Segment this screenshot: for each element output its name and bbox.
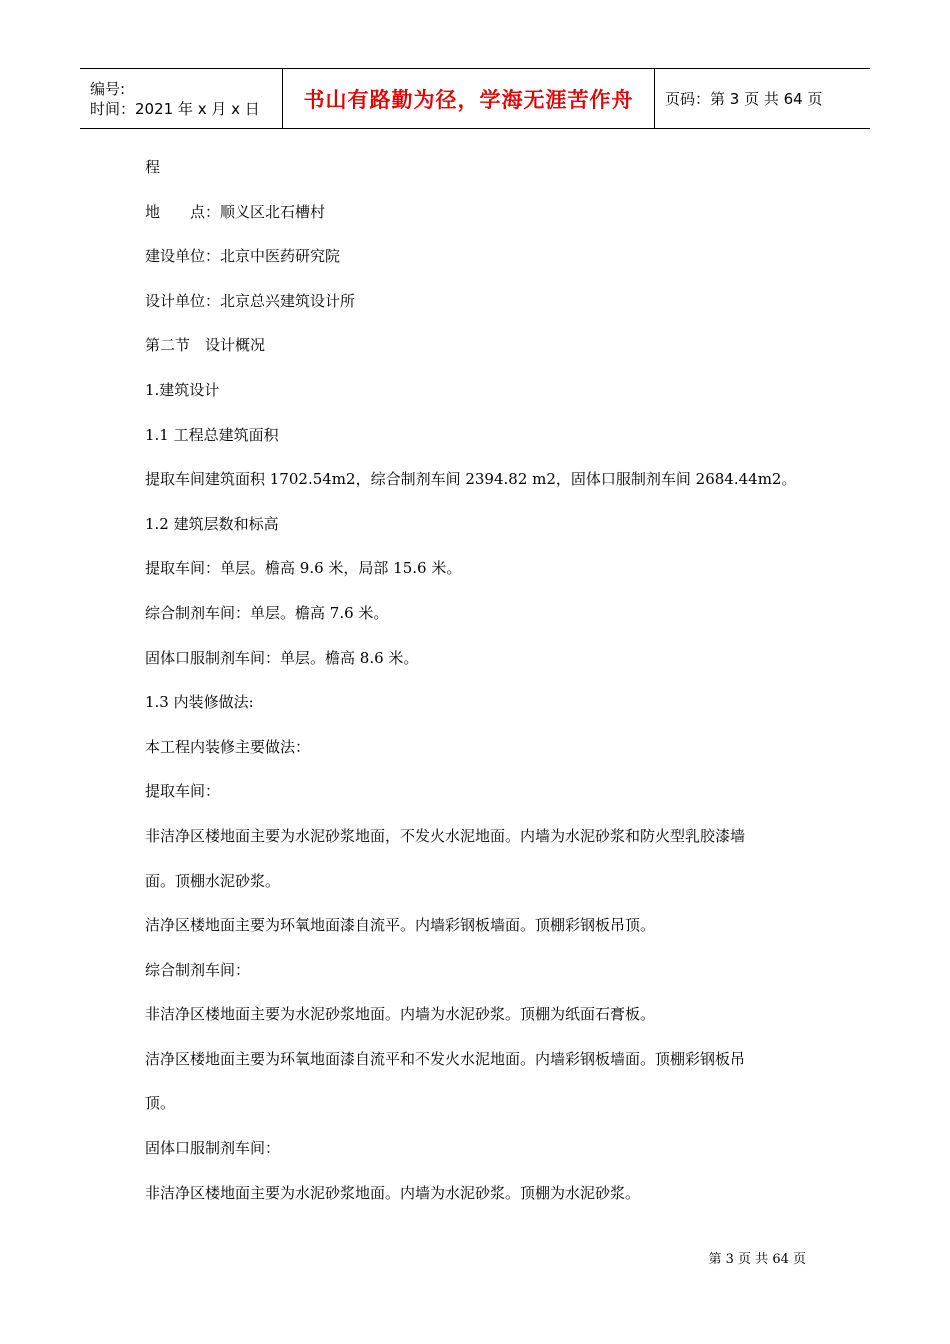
body-line: 综合制剂车间： (145, 960, 251, 979)
body-line: 建设单位：北京中医药研究院 (145, 247, 341, 266)
body-line: 提取车间：单层。檐高 9.6 米，局部 15.6 米。 (145, 559, 462, 578)
header-page-cell (655, 69, 870, 128)
body-line: 顶。 (145, 1094, 176, 1113)
page-header (80, 68, 870, 129)
body-line: 洁净区楼地面主要为环氧地面漆自流平和不发火水泥地面。内墙彩钢板墙面。顶棚彩钢板吊 (145, 1049, 746, 1068)
body-line: 提取车间建筑面积 1702.54m2，综合制剂车间 2394.82 m2，固体口服制剂车间 2684.44m2。 (145, 470, 797, 489)
body-line: 地 点：顺义区北石槽村 (145, 202, 326, 221)
body-line: 综合制剂车间：单层。檐高 7.6 米。 (145, 603, 389, 622)
page-footer: 第 3 页 共 64 页 (708, 1252, 806, 1267)
body-line: 非洁净区楼地面主要为水泥砂浆地面。内墙为水泥砂浆。顶棚为水泥砂浆。 (145, 1183, 641, 1202)
subsection-heading: 1.3 内装修做法: (145, 693, 254, 712)
subsection-heading: 1.1 工程总建筑面积 (145, 425, 279, 444)
document-date-label: 时间：2021 年 x 月 x 日 (90, 99, 260, 118)
body-line: 固体口服制剂车间：单层。檐高 8.6 米。 (145, 648, 419, 667)
section-heading: 第二节 设计概况 (145, 336, 266, 355)
header-motto: 书山有路勤为径，学海无涯苦作舟 (303, 87, 634, 112)
body-line: 程 (145, 158, 161, 176)
body-line: 洁净区楼地面主要为环氧地面漆自流平。内墙彩钢板墙面。顶棚彩钢板吊顶。 (145, 916, 656, 935)
subsection-heading: 1.2 建筑层数和标高 (145, 514, 279, 533)
document-body (145, 150, 815, 1220)
body-line: 设计单位：北京总兴建筑设计所 (145, 291, 356, 310)
body-line: 非洁净区楼地面主要为水泥砂浆地面，不发火水泥地面。内墙为水泥砂浆和防火型乳胶漆墙 (145, 826, 746, 845)
header-page-number: 页码：第 3 页 共 64 页 (665, 90, 823, 108)
header-meta (80, 69, 282, 128)
body-line: 非洁净区楼地面主要为水泥砂浆地面。内墙为水泥砂浆。顶棚为纸面石膏板。 (145, 1005, 656, 1024)
body-line: 面。顶棚水泥砂浆。 (145, 871, 281, 890)
body-line: 提取车间： (145, 782, 221, 801)
body-line: 固体口服制剂车间： (145, 1139, 281, 1158)
body-line: 本工程内装修主要做法： (145, 737, 311, 756)
document-number-label: 编号: (90, 79, 126, 98)
header-motto-cell (282, 69, 655, 128)
subsection-heading: 1.建筑设计 (145, 380, 220, 399)
